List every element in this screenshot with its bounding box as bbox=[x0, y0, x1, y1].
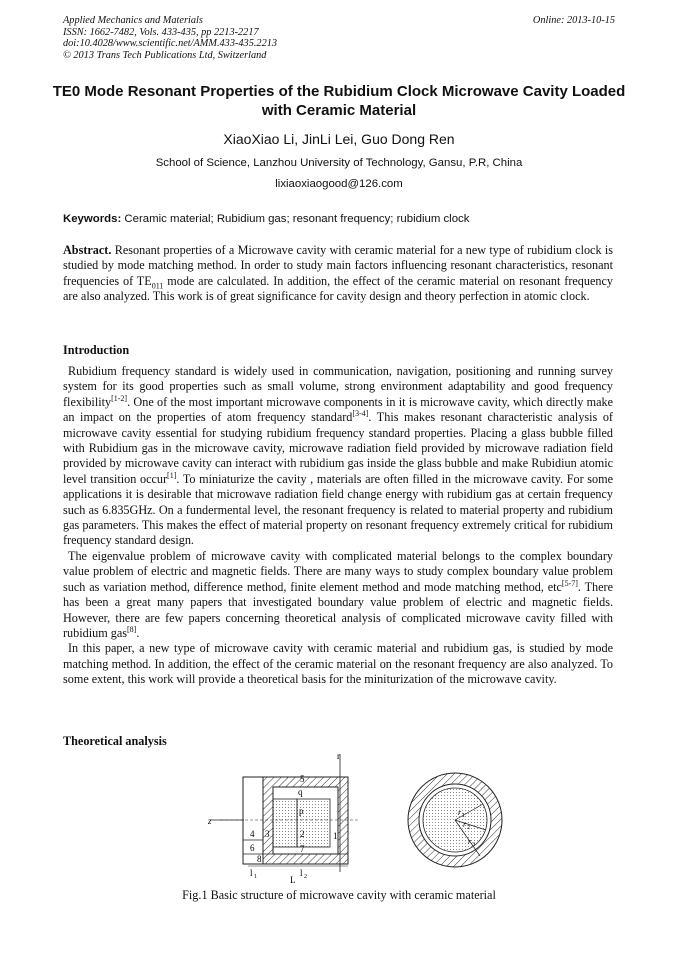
copyright-line: © 2013 Trans Tech Publications Ltd, Switzerland bbox=[63, 49, 267, 61]
label-l2-sub: 2 bbox=[304, 874, 307, 880]
intro-p2-text-2: . There has been a great many papers that investigated boundary value problem of electric and magnetic fields. However, there are few papers concerning theoretical analysis of complicated microwave cavity filled with rubidium gas bbox=[63, 579, 613, 640]
axis-r-label: r bbox=[337, 752, 340, 761]
abstract-label: Abstract. bbox=[63, 243, 112, 257]
intro-p2-text-1: The eigenvalue problem of microwave cavity with complicated material belongs to the complex boundary value problem of electric and magnetic fields. There are many ways to study complex boundary value problem such as variation method, difference method, finite element method and mode matching method, etc bbox=[63, 548, 613, 594]
label-l2: l bbox=[300, 868, 303, 878]
intro-p2-text-3: . bbox=[136, 625, 140, 640]
abstract-subscript: 011 bbox=[151, 281, 164, 291]
keywords-label: Keywords: bbox=[63, 213, 122, 225]
abstract-text-a: Resonant properties of a Microwave cavity with ceramic material for a new type of rubidium clock is studied by mode matching method. In order to study main factors influencing resonant characteristics, resonant frequencies of TE bbox=[63, 243, 613, 288]
intro-paragraph-3: In this paper, a new type of microwave cavity with ceramic material and rubidium gas, is studied by mode matching method. In addition, the effect of the ceramic material on the resonant frequency are also analyzed. To some extent, this work will provide a theoretical basis for the miniturization of the microwave cavity. bbox=[63, 641, 613, 687]
cavity-structure-figure bbox=[200, 752, 520, 884]
issn-line: ISSN: 1662-7482, Vols. 433-435, pp 2213-2217 bbox=[63, 26, 259, 38]
abstract bbox=[63, 243, 613, 305]
figure-caption: Fig.1 Basic structure of microwave cavity with ceramic material bbox=[182, 888, 496, 902]
label-3: 3 bbox=[265, 829, 270, 839]
journal-name: Applied Mechanics and Materials bbox=[63, 15, 203, 26]
axis-z-label: z bbox=[208, 816, 212, 826]
intro-paragraph-1 bbox=[63, 364, 613, 549]
citation: [1-2] bbox=[111, 393, 128, 403]
email: lixiaoxiaogood@126.com bbox=[275, 178, 403, 190]
label-1: 1 bbox=[333, 831, 338, 841]
abstract-text-b: mode are calculated. In addition, the effect of the ceramic material on resonant frequency are also analyzed. This work is of great significance for cavity design and theory perfection in atomic clock. bbox=[63, 273, 613, 304]
label-4: 4 bbox=[250, 829, 255, 839]
authors: XiaoXiao Li, JinLi Lei, Guo Dong Ren bbox=[223, 131, 455, 147]
label-r1: r bbox=[458, 808, 462, 817]
intro-paragraph-2 bbox=[63, 549, 613, 641]
label-r3: r bbox=[468, 837, 472, 846]
label-L: L bbox=[290, 875, 296, 884]
doi-line: doi:10.4028/www.scientific.net/AMM.433-435.2213 bbox=[63, 38, 278, 50]
citation: [1] bbox=[167, 470, 177, 480]
intro-p1-text-4: . To miniaturize the cavity , materials are often filled in the microwave cavity. For some applications it is desirable that microwave radiation field change energy with rubidium gas at certain frequency such as 6.835GHz. On a fundermental level, the resonant frequency is related to material property and rubidium gas parameters. This makes the effect of material property on resonant frequency extremely critical for rubidium frequency standard design. bbox=[63, 471, 613, 548]
label-6: 6 bbox=[250, 843, 255, 853]
label-r1-sub: 1 bbox=[462, 813, 465, 819]
intro-p1-text-3: . This makes resonant characteristic analysis of microwave cavity essential for studying rubidium frequency standard properties. Placing a glass bubble filled with Rubidium gas in the microwave cavity, microwave radiation field provided by microwave radiation field provided by microwave cavity can interact with rubidium gas inside the glass bubble and make Rubidiun atomic level transition occur bbox=[63, 410, 613, 486]
label-7: 7 bbox=[300, 844, 305, 854]
label-2: 2 bbox=[300, 829, 305, 839]
citation: [3-4] bbox=[352, 409, 369, 419]
label-p: p bbox=[299, 806, 304, 816]
keywords-text: Ceramic material; Rubidium gas; resonant frequency; rubidium clock bbox=[124, 213, 470, 225]
keywords bbox=[63, 213, 469, 225]
introduction-heading: Introduction bbox=[63, 343, 130, 357]
circular-section-diagram bbox=[408, 773, 502, 867]
label-l1: l bbox=[250, 868, 253, 878]
intro-p1-text-2: . One of the most important microwave components in it is microwave cavity, which directly make an impact on the properties of atom frequency standard bbox=[63, 394, 613, 425]
label-l1-sub: 1 bbox=[254, 874, 257, 880]
label-q: q bbox=[298, 787, 303, 797]
paper-title: TE0 Mode Resonant Properties of the Rubidium Clock Microwave Cavity Loaded with Ceramic Material bbox=[52, 83, 626, 119]
online-date: Online: 2013-10-15 bbox=[532, 15, 615, 26]
label-5: 5 bbox=[300, 774, 305, 784]
citation: [5-7] bbox=[561, 578, 578, 588]
label-r2-sub: 2 bbox=[467, 825, 470, 831]
cross-section-diagram bbox=[207, 752, 360, 884]
introduction-body bbox=[63, 364, 613, 688]
theoretical-analysis-heading: Theoretical analysis bbox=[63, 734, 167, 748]
affiliation: School of Science, Lanzhou University of Technology, Gansu, P.R, China bbox=[155, 157, 523, 169]
label-r3-sub: 3 bbox=[472, 842, 475, 848]
label-8: 8 bbox=[257, 854, 262, 864]
journal-header bbox=[63, 15, 277, 61]
citation: [8] bbox=[126, 624, 137, 634]
label-r2: r bbox=[463, 820, 467, 829]
intro-p1-text-1: Rubidium frequency standard is widely used in communication, navigation, positioning and running survey system for its good properties such as small volume, strong environment adaptability and good frequency flexibility bbox=[63, 364, 613, 409]
